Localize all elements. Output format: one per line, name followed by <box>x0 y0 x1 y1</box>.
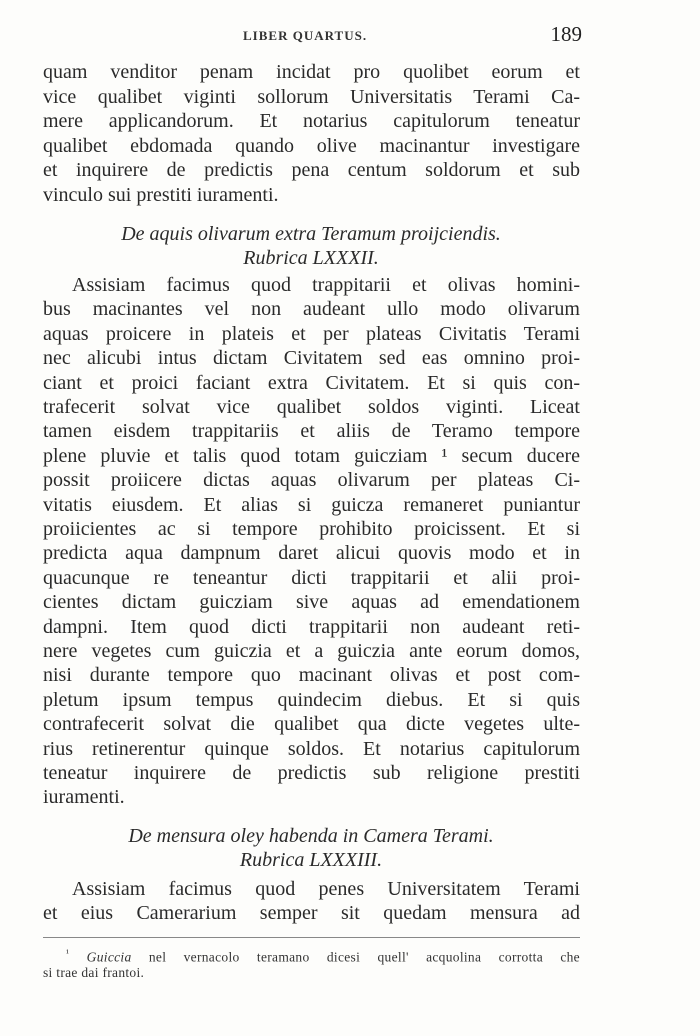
text-line: trafecerit solvat vice qualibet soldos viginti. Liceat <box>43 396 580 418</box>
footnote-text: nel vernacolo teramano dicesi quell' acquolina corrotta che <box>148 949 580 965</box>
text-line: mere applicandorum. Et notarius capitulorum teneatur <box>43 110 580 133</box>
text-line: bus macinantes vel non audeant ullo modo olivarum <box>43 298 580 321</box>
footnote-line-2: si trae dai frantoi. <box>43 965 145 980</box>
text-line: et eius Camerarium semper sit quedam mensura ad <box>43 902 580 925</box>
text-line: contrafecerit solvat die qualibet qua dicte vegetes ulte- <box>43 713 580 736</box>
text-line: proiicientes ac si tempore prohibito proicissent. Et si <box>43 518 580 540</box>
text-line: predicta aqua dampnum daret alicui quovis modo et in <box>43 542 580 565</box>
text-line: possit proiicere dictas aquas olivarum per plateas Ci- <box>43 469 580 492</box>
rubric-82-number: Rubrica LXXXII. <box>243 247 379 269</box>
text-line: quacunque re teneantur dicti trappitarii et alii proi- <box>43 566 580 589</box>
text-line: rius retinerentur quinque soldos. Et notarius capitulorum <box>43 737 580 760</box>
text-line: nere vegetes cum guiczia et a guiczia ante eorum domos, <box>43 640 580 662</box>
running-title: LIBER QUARTUS. <box>243 28 368 43</box>
text-line: ciant et proici faciant extra Civitatem. Et si quis con- <box>43 371 580 394</box>
text-line: quam venditor penam incidat pro quolibet eorum et <box>43 61 580 83</box>
text-line: nec alicubi intus dictam Civitatem sed eas omnino proi- <box>43 347 580 370</box>
text-line: cientes dictam guicziam sive aquas ad emendationem <box>43 591 580 614</box>
text-line: Assisiam facimus quod penes Universitatem Terami <box>72 878 580 900</box>
text-line: teneatur inquirere de predictis sub religione prestiti <box>43 762 580 784</box>
text-line: tamen eisdem trappitariis et aliis de Teramo tempore <box>43 420 580 443</box>
text-line: vitatis eiusdem. Et alias si guicza remaneret puniantur <box>43 493 580 516</box>
text-line: pletum ipsum tempus quindecim diebus. Et si quis <box>43 688 580 711</box>
footnote-term: Guiccia <box>86 949 132 965</box>
text-line: iuramenti. <box>43 786 125 809</box>
footnote-marker: ¹ <box>66 948 70 959</box>
rubric-83-number: Rubrica LXXXIII. <box>239 849 383 871</box>
page-number: 189 <box>550 22 582 46</box>
text-line: et inquirere de predictis pena centum soldorum et sub <box>43 159 580 182</box>
rubric-82-title: De aquis olivarum extra Teramum proijciendis. <box>121 223 501 245</box>
text-line: vice qualibet viginti sollorum Universitatis Terami Ca- <box>43 85 580 108</box>
text-line: plene pluvie et talis quod totam guicziam ¹ secum ducere <box>43 444 580 467</box>
footnote-divider <box>43 937 580 938</box>
rubric-83-title: De mensura oley habenda in Camera Terami. <box>128 825 494 847</box>
text-line: nisi durante tempore quo macinant olivas et post com- <box>43 664 580 687</box>
text-line: aquas proicere in plateis et per plateas Civitatis Terami <box>43 322 580 345</box>
text-line: dampni. Item quod dicti trappitarii non audeant reti- <box>43 615 580 638</box>
text-line: vinculo sui prestiti iuramenti. <box>43 184 279 206</box>
text-line: Assisiam facimus quod trappitarii et olivas homini- <box>72 274 580 296</box>
text-line: qualibet ebdomada quando olive macinantur investigare <box>43 134 580 157</box>
